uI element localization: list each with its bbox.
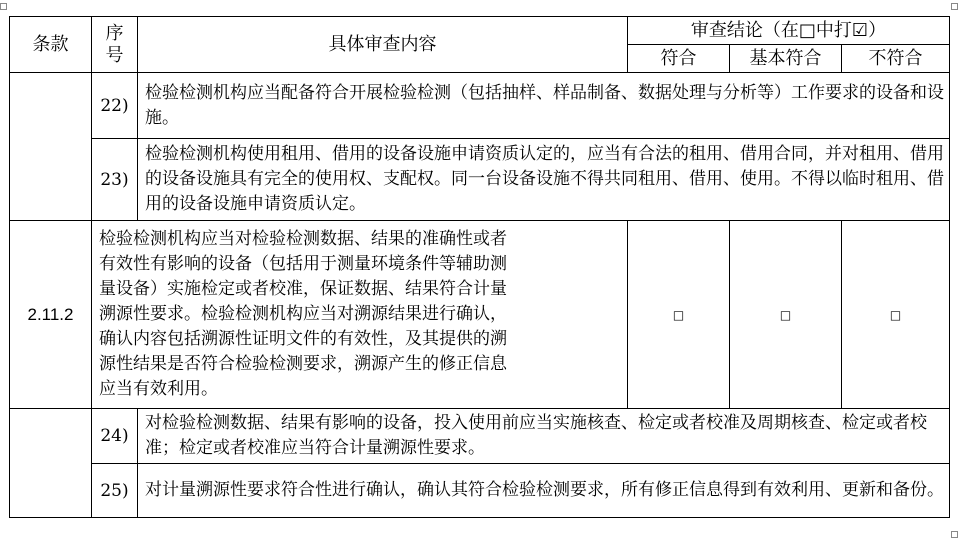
content-header: 具体审查内容 [138, 17, 628, 73]
header-row [10, 17, 950, 45]
content-cell: 对检验检测数据、结果有影响的设备，投入使用前应当实施核查、检定或者校准及周期核查、检定或者校准；检定或者校准应当符合计量溯源性要求。 [138, 409, 950, 464]
not-conform-header: 不符合 [842, 45, 950, 73]
seq-cell: 24) [92, 409, 138, 464]
page-corner-marker [951, 3, 958, 10]
table-row [10, 139, 950, 221]
seq-cell: 22) [92, 73, 138, 139]
seq-cell: 23) [92, 139, 138, 221]
content-cell: 对计量溯源性要求符合性进行确认，确认其符合检验检测要求，所有修正信息得到有效利用、更新和备份。 [138, 464, 950, 518]
table-row [10, 221, 950, 409]
clause-cell-empty [10, 409, 92, 518]
table-row [10, 73, 950, 139]
clause-cell-empty [10, 73, 92, 221]
conform-header: 符合 [628, 45, 730, 73]
clause-code: 2.11.2 [10, 221, 92, 409]
basic-conform-checkbox[interactable]: □ [730, 221, 842, 409]
seq-header: 序号 [92, 17, 138, 73]
clause-header: 条款 [10, 17, 92, 73]
page-corner-marker [951, 531, 958, 538]
content-cell: 检验检测机构应当配备符合开展检验检测（包括抽样、样品制备、数据处理与分析等）工作要求的设备和设施。 [138, 73, 950, 139]
conform-checkbox[interactable]: □ [628, 221, 730, 409]
not-conform-checkbox[interactable]: □ [842, 221, 950, 409]
seq-cell: 25) [92, 464, 138, 518]
content-cell: 检验检测机构应当对检验检测数据、结果的准确性或者有效性有影响的设备（包括用于测量环境条件等辅助测量设备）实施检定或者校准，保证数据、结果符合计量溯源性要求。检验检测机构应当对溯源结果进行确认，确认内容包括溯源性证明文件的有效性，及其提供的溯源性结果是否符合检验检测要求，溯源产生的修正信息应当有效利用。 [92, 221, 628, 409]
table-row [10, 409, 950, 464]
table-row [10, 464, 950, 518]
basic-conform-header: 基本符合 [730, 45, 842, 73]
content-cell: 检验检测机构使用租用、借用的设备设施申请资质认定的，应当有合法的租用、借用合同，并对租用、借用的设备设施具有完全的使用权、支配权。同一台设备设施不得共同租用、借用、使用。不得以临时租用、借用的设备设施申请资质认定。 [138, 139, 950, 221]
conclusion-header: 审查结论（在□中打☑） [628, 17, 950, 45]
page-corner-marker [0, 3, 7, 10]
audit-table [9, 16, 950, 518]
